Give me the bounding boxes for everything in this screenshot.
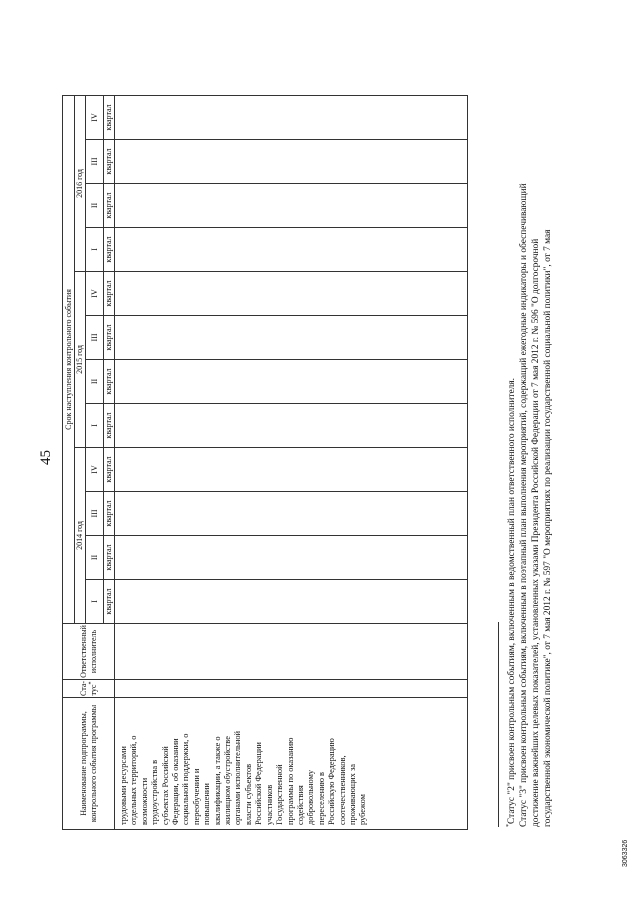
event-name-line: добровольному — [306, 769, 316, 825]
period-cell — [115, 359, 468, 403]
period-cell — [115, 447, 468, 491]
event-name-line: квалификации, а также о — [212, 736, 222, 825]
event-name-line: Федерации, об оказании — [171, 738, 181, 825]
event-name-line: трудовыми ресурсами — [119, 746, 128, 825]
event-name-line: жилищном обустройстве — [223, 736, 233, 825]
header-executor: Ответственный исполнитель — [63, 623, 115, 679]
quarter-word: квартал — [104, 579, 115, 623]
event-name-line: программы по оказанию — [285, 737, 295, 825]
quarter-num: I — [86, 403, 104, 447]
footnote-status-3-line-1: Статус "3" присвоен контрольным событиям, включенным в поэтапный план выполнения мероприятий, содержащий ежегодные индикаторы и обеспечивающий — [519, 183, 529, 827]
event-name-line: переобучении и — [191, 768, 201, 825]
quarter-num: III — [86, 491, 104, 535]
footnote-status-3-line-3: государственной экономической политике", от 7 мая 2012 г. № 597 "О мероприятиях по реализации государственной социальной политики", от 7 мая — [543, 229, 553, 827]
event-name-line: проживающих за — [347, 764, 357, 825]
quarter-num: IV — [86, 271, 104, 315]
quarter-word: квартал — [104, 315, 115, 359]
period-cell — [115, 271, 468, 315]
quarter-num: III — [86, 139, 104, 183]
header-year-2016: 2016 год — [75, 95, 86, 271]
period-cell — [115, 227, 468, 271]
event-name-line: содействия — [295, 785, 305, 825]
header-period-group: Срок наступления контрольного события — [63, 95, 75, 623]
quarter-word: квартал — [104, 139, 115, 183]
header-status: Ста-тус* — [63, 679, 115, 697]
quarter-num: II — [86, 535, 104, 579]
event-name-line: возможности — [139, 777, 149, 825]
footnote-separator — [498, 622, 499, 827]
event-name-line: участников — [264, 784, 274, 825]
footnote-status-2: *Статус "2" присвоен контрольным событиям, включенным в ведомственный план ответственного исполнителя. — [505, 378, 517, 827]
period-cell — [115, 403, 468, 447]
event-name-line: соотечественников, — [337, 755, 347, 825]
event-name-line: отдельных территорий, о — [129, 735, 139, 825]
quarter-word: квартал — [104, 183, 115, 227]
quarter-word: квартал — [104, 271, 115, 315]
event-name-line: Государственной — [275, 764, 285, 825]
quarter-word: квартал — [104, 535, 115, 579]
header-year-2014: 2014 год — [75, 447, 86, 623]
status-cell — [115, 679, 468, 697]
quarter-num: II — [86, 183, 104, 227]
event-name-line: рубежом — [358, 794, 368, 825]
quarter-word: квартал — [104, 491, 115, 535]
event-name-line: субъектах Российской — [160, 746, 170, 825]
event-name-line: Российскую Федерацию — [327, 738, 337, 825]
event-name-line: органами исполнительной — [233, 730, 243, 825]
quarter-num: II — [86, 359, 104, 403]
quarter-word: квартал — [104, 359, 115, 403]
event-name-line: переселению в — [316, 771, 326, 825]
document-id: 3063326 — [622, 839, 629, 867]
header-year-2015: 2015 год — [75, 271, 86, 447]
event-name-line: повышении — [202, 783, 212, 825]
control-events-table — [62, 95, 468, 830]
quarter-num: I — [86, 227, 104, 271]
event-name-line: трудоустройства в — [150, 759, 160, 825]
period-cell — [115, 183, 468, 227]
quarter-num: IV — [86, 447, 104, 491]
period-cell — [115, 95, 468, 139]
period-cell — [115, 315, 468, 359]
quarter-num: I — [86, 579, 104, 623]
quarter-word: квартал — [104, 227, 115, 271]
executor-cell — [115, 623, 468, 679]
event-name-line: социальной поддержки, о — [181, 733, 191, 825]
period-cell — [115, 535, 468, 579]
quarter-num: IV — [86, 95, 104, 139]
footnote-status-3-line-2: достижение важнейших целевых показателей, установленных указами Президента Российской Федерации от 7 мая 2012 г. № 596 "О долгосрочной — [531, 238, 541, 827]
period-cell — [115, 579, 468, 623]
header-name: Наименование подпрограммы, контрольного события программы — [63, 698, 115, 830]
quarter-word: квартал — [104, 95, 115, 139]
quarter-word: квартал — [104, 403, 115, 447]
quarter-num: III — [86, 315, 104, 359]
period-cell — [115, 139, 468, 183]
event-name-cell — [115, 698, 468, 830]
page-number: 45 — [38, 450, 54, 465]
quarter-word: квартал — [104, 447, 115, 491]
period-cell — [115, 491, 468, 535]
event-name-line: власти субъектов — [243, 763, 253, 825]
event-name-line: Российской Федерации — [254, 742, 264, 825]
